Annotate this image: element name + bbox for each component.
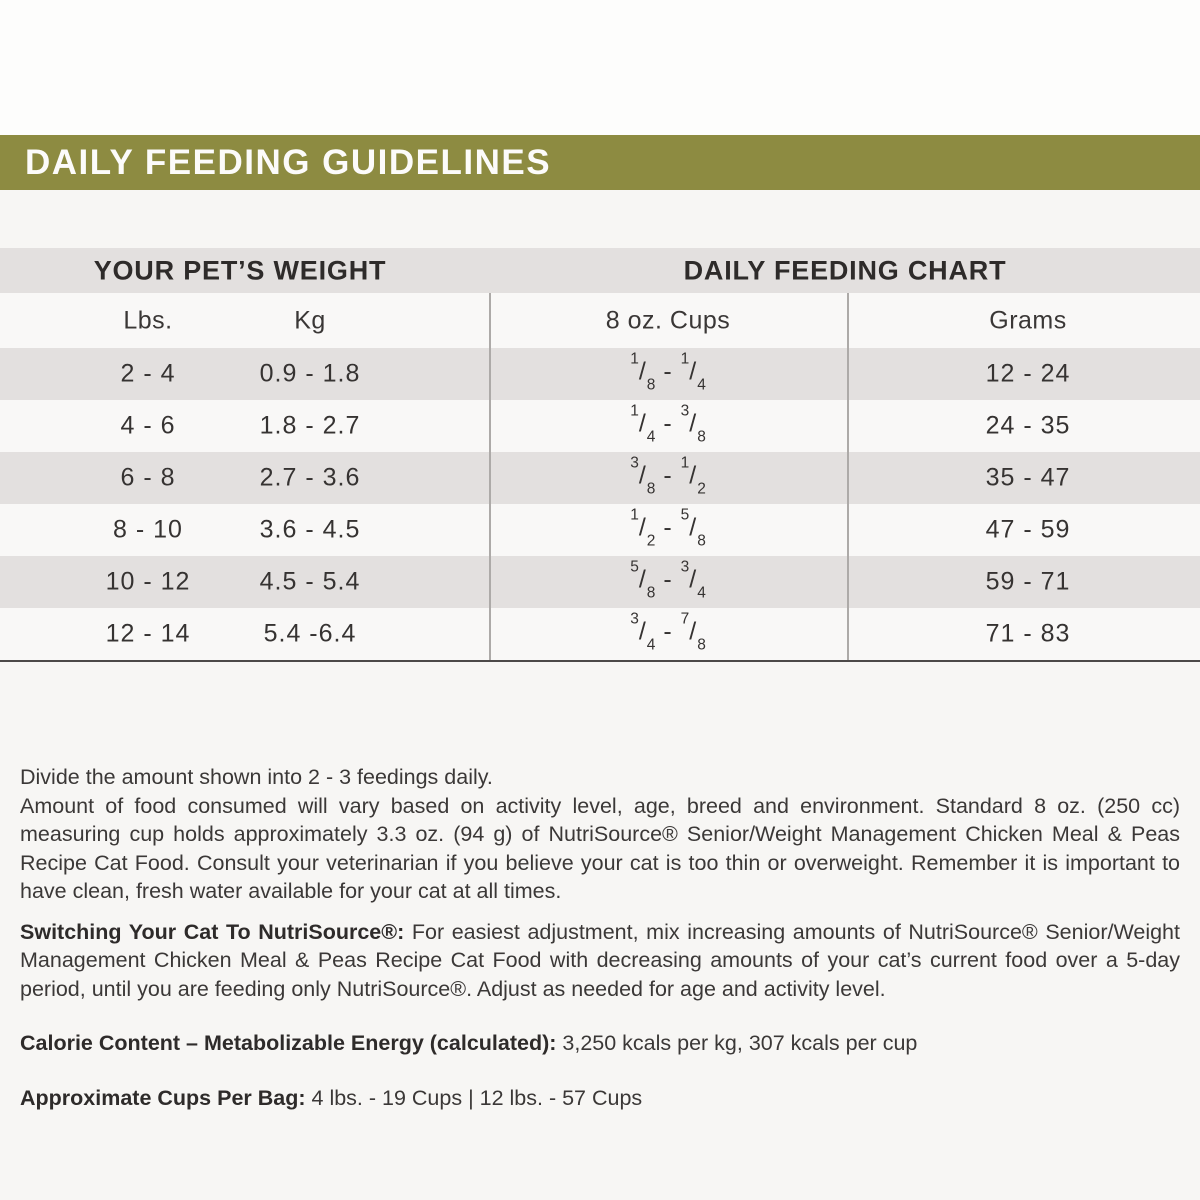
cell-kg: 1.8 - 2.7 (259, 411, 361, 440)
cell-grams: 24 - 35 (985, 411, 1071, 440)
table-grid (0, 293, 1200, 662)
cell-kg: 5.4 -6.4 (263, 619, 357, 648)
table-row (0, 504, 1200, 556)
column-header-row (0, 293, 1200, 348)
calorie-label: Calorie Content – Metabolizable Energy (calculated): (20, 1031, 557, 1055)
note-consumption: Amount of food consumed will vary based on activity level, age, breed and environment. Standard 8 oz. (250 cc) measuring cup holds approximately 3.3 oz. (94 g) of NutriSource® Senior/Weight Management Chicken Meal & Peas Recipe Cat Food. Consult your veterinarian if you believe your cat is too thin or overweight. Remember it is important to have clean, fresh water available for your cat at all times. (20, 793, 1180, 903)
cell-kg: 4.5 - 5.4 (259, 567, 361, 596)
table-row (0, 452, 1200, 504)
cell-grams: 35 - 47 (985, 463, 1071, 492)
cell-cups: $^1/_2 - ^5/_8$ (630, 506, 706, 550)
cell-lbs: 10 - 12 (105, 567, 191, 596)
cell-cups: $^1/_4 - ^3/_8$ (630, 402, 706, 446)
column-header-lbs: Lbs. (123, 306, 173, 334)
table-row (0, 348, 1200, 400)
cell-lbs: 2 - 4 (120, 359, 176, 388)
cell-kg: 3.6 - 4.5 (259, 515, 361, 544)
cell-grams: 59 - 71 (985, 567, 1071, 596)
cups-per-bag-text: 4 lbs. - 19 Cups | 12 lbs. - 57 Cups (311, 1085, 643, 1110)
column-header-kg: Kg (294, 306, 326, 334)
cell-lbs: 4 - 6 (120, 411, 176, 440)
feeding-table (0, 248, 1200, 662)
note-calorie-content (20, 1029, 1180, 1058)
vertical-divider-weight-chart (489, 293, 491, 660)
cell-lbs: 6 - 8 (120, 463, 176, 492)
cell-grams: 12 - 24 (985, 359, 1071, 388)
cell-grams: 47 - 59 (985, 515, 1071, 544)
table-row (0, 608, 1200, 660)
column-header-grams: Grams (989, 306, 1067, 334)
note-divide-feedings: Divide the amount shown into 2 - 3 feedings daily. (20, 765, 493, 789)
cell-grams: 71 - 83 (985, 619, 1071, 648)
column-header-cups: 8 oz. Cups (605, 306, 731, 334)
panel-body (0, 190, 1200, 1200)
table-row (0, 400, 1200, 452)
calorie-text: 3,250 kcals per kg, 307 kcals per cup (562, 1031, 918, 1055)
cell-kg: 0.9 - 1.8 (259, 359, 361, 388)
cell-cups: $^3/_8 - ^1/_2$ (630, 454, 706, 498)
table-row (0, 556, 1200, 608)
switching-label: Switching Your Cat To NutriSource®: (20, 919, 405, 944)
note-switching (20, 918, 1180, 1004)
switching-text: For easiest adjustment, mix increasing amounts of NutriSource® Senior/Weight Management Chicken Meal & Peas Recipe Cat Food with decreasing amounts of your cat’s current food over a 5-day period, until you are feeding only NutriSource®. Adjust as needed for age and activity level. (20, 919, 1180, 1001)
cell-cups: $^3/_4 - ^7/_8$ (630, 610, 706, 654)
notes-section (20, 763, 1180, 1112)
cell-lbs: 8 - 10 (113, 515, 183, 544)
title-bar (0, 135, 1200, 190)
page-title: DAILY FEEDING GUIDELINES (25, 142, 552, 182)
cell-cups: $^1/_8 - ^1/_4$ (630, 350, 706, 394)
note-cups-per-bag (20, 1084, 1180, 1113)
group-header-feeding-chart: DAILY FEEDING CHART (683, 255, 1007, 285)
vertical-divider-cups-grams (847, 293, 849, 660)
group-header-pet-weight: YOUR PET’S WEIGHT (93, 255, 387, 285)
group-header-row (0, 248, 1200, 293)
cell-kg: 2.7 - 3.6 (259, 463, 361, 492)
cell-cups: $^5/_8 - ^3/_4$ (630, 558, 706, 602)
cups-per-bag-label: Approximate Cups Per Bag: (20, 1085, 306, 1110)
cell-lbs: 12 - 14 (105, 619, 191, 648)
